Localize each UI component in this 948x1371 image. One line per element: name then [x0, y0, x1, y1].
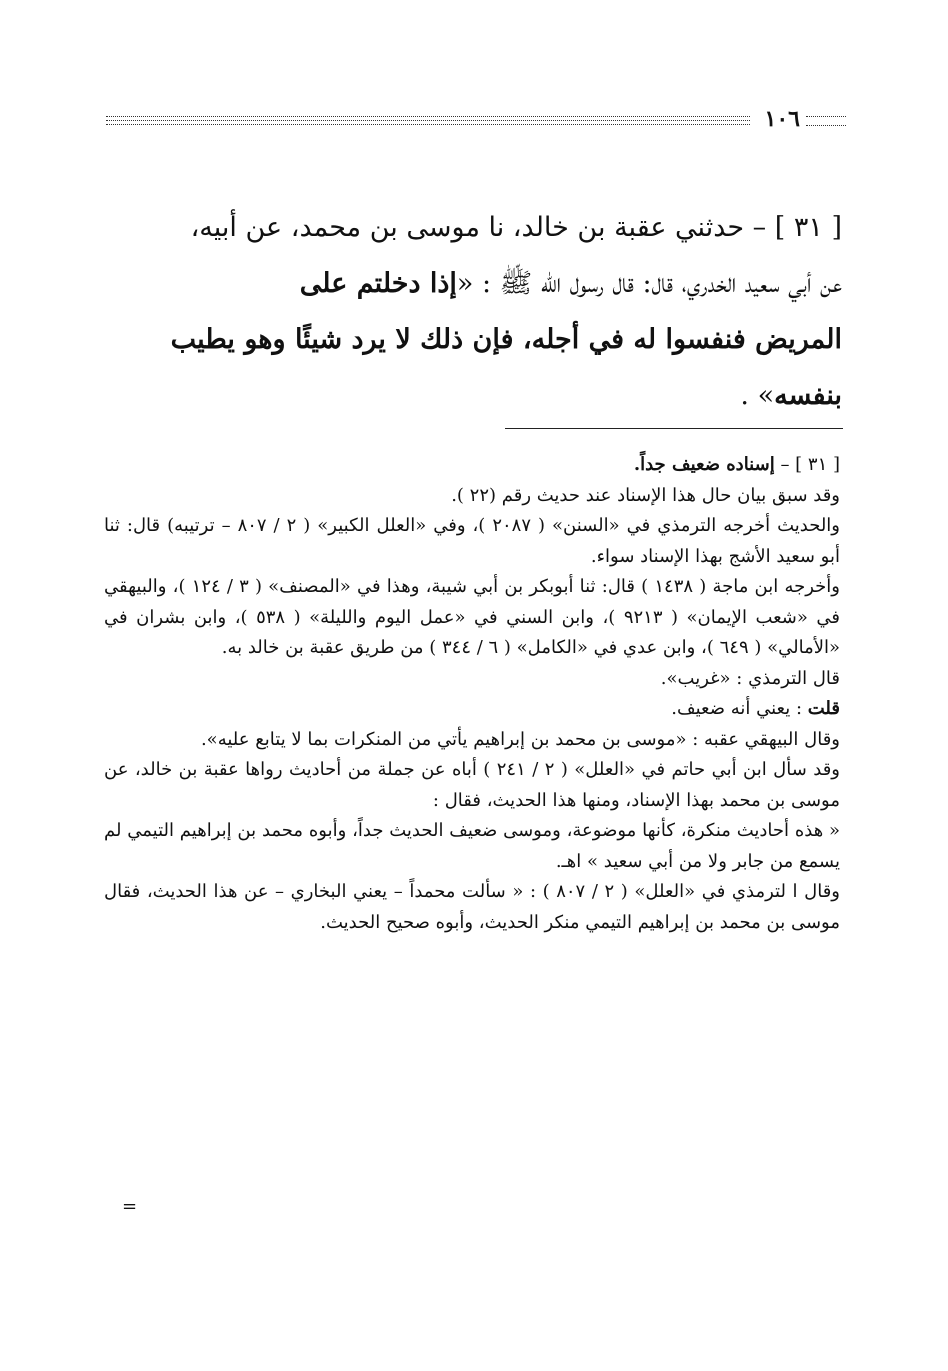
footnote-separator — [505, 428, 843, 429]
hadith-text — [104, 200, 842, 424]
footnotes — [104, 450, 840, 938]
hadith-line — [104, 256, 842, 312]
hadith-line-part: » . — [740, 380, 775, 411]
hadith-matn: المريض فنفسوا له في أجله، فإن ذلك لا يرد شيئًا وهو يطيب — [170, 324, 842, 355]
footnote-paragraph: وقال ا لترمذي في «العلل» ( ٢ / ٨٠٧ ) : « سألت محمداً – يعني البخاري – عن هذا الحديث، فقال موسى بن محمد بن إبراهيم التيمي منكر الحديث، وأبوه صحيح الحديث. — [104, 881, 840, 933]
hadith-line: [ ٣١ ] – حدثني عقبة بن خالد، نا موسى بن محمد، عن أبيه، — [190, 212, 842, 243]
footnote-number: [ ٣١ ] – — [780, 454, 840, 475]
page-header — [106, 108, 846, 130]
footnote-paragraph: وقال البيهقي عقبه : «موسى بن محمد بن إبراهيم يأتي من المنكرات بما لا يتابع عليه». — [200, 728, 840, 750]
footnote-paragraph: « هذه أحاديث منكرة، كأنها موضوعة، وموسى ضعيف الحديث جداً، وأبوه محمد بن إبراهيم التيمي لم يسمع من جابر ولا من أبي سعيد » اهـ. — [104, 820, 840, 872]
footnote-title — [104, 450, 840, 481]
hadith-matn: بنفسه — [774, 380, 842, 411]
header-rule — [106, 124, 750, 125]
page-number: ١٠٦ — [764, 106, 800, 132]
header-rule — [106, 120, 750, 121]
footnote-text: : يعني أنه ضعيف. — [671, 698, 808, 719]
footnote-paragraph: والحديث أخرجه الترمذي في «السنن» ( ٢٠٨٧ )، وفي «العلل الكبير» ( ٢ / ٨٠٧ – ترتيبه) قال: ثنا أبو سعيد الأشج بهذا الإسناد سواء. — [104, 515, 840, 567]
footnote-paragraph — [104, 694, 840, 725]
hadith-matn: إذا دخلتم على — [299, 268, 457, 299]
footnote-paragraph: وقد سأل ابن أبي حاتم في «العلل» ( ٢ / ٢٤١ ) أباه عن جملة من أحاديث رواها عقبة بن خالد، عن موسى بن محمد بهذا الإسناد، ومنها هذا الحديث، فقال : — [104, 759, 840, 811]
hadith-line — [104, 368, 842, 424]
header-rule — [106, 116, 750, 117]
continuation-mark: = — [122, 1196, 138, 1217]
footnote-paragraph: قال الترمذي : «غريب». — [660, 667, 840, 689]
footnote-qult: قلت — [807, 698, 840, 719]
footnote-paragraph: وقد سبق بيان حال هذا الإسناد عند حديث رقم (٢٢ ). — [451, 484, 840, 506]
footnote-paragraph: وأخرجه ابن ماجة ( ١٤٣٨ ) قال: ثنا أبوبكر بن أبي شيبة، وهذا في «المصنف» ( ٣ / ١٢٤ )، والبيهقي في «شعب الإيمان» ( ٩٢١٣ )، وابن السني في «عمل اليوم والليلة» ( ٥٣٨ )، وابن بشران في «الأمالي» ( ٦٤٩ )، وابن عدي في «الكامل» ( ٦ / ٣٤٤ ) من طريق عقبة بن خالد به. — [104, 576, 841, 658]
footnote-verdict: إسناده ضعيف جداً. — [633, 454, 775, 475]
header-rule-short — [806, 116, 846, 126]
hadith-line-part: عن أبي سعيد الخدري، قال: قال رسول الله ﷺ : « — [456, 268, 842, 299]
